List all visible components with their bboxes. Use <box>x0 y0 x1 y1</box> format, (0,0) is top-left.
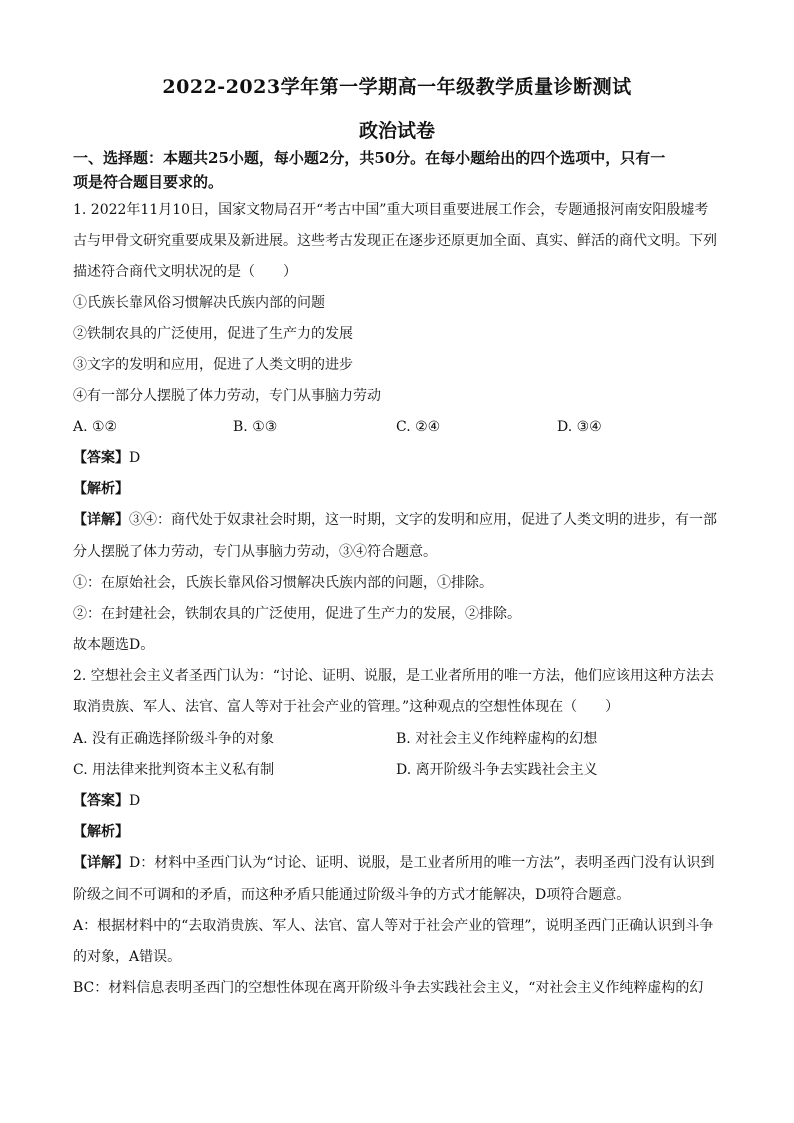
answer-tag: 【答案】 <box>73 450 129 466</box>
q1-option-b: B. ①③ <box>233 419 278 435</box>
q2-stem-line-2: 取消贵族、军人、法官、富人等对于社会产业的管理。”这种观点的空想性体现在（ ） <box>73 699 620 715</box>
q2-detail-line-5: BC：材料信息表明圣西门的空想性体现在离开阶级斗争去实践社会主义，“对社会主义作纯粹虚构的幻 <box>73 980 704 996</box>
q1-option-c: C. ②④ <box>396 419 441 435</box>
q1-item-3: ③文字的发明和应用，促进了人类文明的进步 <box>73 357 353 373</box>
q1-detail-line-4: ②：在封建社会，铁制农具的广泛使用，促进了生产力的发展，②排除。 <box>73 606 521 622</box>
q1-analysis-tag <box>73 479 724 499</box>
section-heading-line-1: 一、选择题：本题共25小题，每小题2分，共50分。在每小题给出的四个选项中，只有一 <box>73 149 666 167</box>
q1-option-a: A. ①② <box>73 419 118 435</box>
detail-tag: 【详解】 <box>73 855 129 871</box>
q1-detail-line-1 <box>73 510 724 530</box>
q2-answer <box>73 791 724 811</box>
section-heading-line-2: 项是符合题目要求的。 <box>73 173 224 191</box>
q2-option-d: D. 离开阶级斗争去实践社会主义 <box>396 762 598 778</box>
detail-tag: 【详解】 <box>73 512 129 528</box>
q1-answer <box>73 448 724 468</box>
answer-value: D <box>129 793 141 809</box>
q2-analysis-tag <box>73 822 724 842</box>
detail-text: ③④：商代处于奴隶社会时期，这一时期，文字的发明和应用，促进了人类文明的进步，有一部 <box>129 512 717 528</box>
answer-tag: 【答案】 <box>73 793 129 809</box>
document-title: 2022-2023学年第一学期高一年级教学质量诊断测试 <box>162 76 632 98</box>
q2-stem-line-1: 2. 空想社会主义者圣西门认为：“讨论、证明、说服，是工业者所用的唯一方法，他们应该用这种方法去 <box>73 668 714 684</box>
q1-stem-line-3: 描述符合商代文明状况的是（ ） <box>73 264 297 280</box>
analysis-tag: 【解析】 <box>73 481 129 497</box>
analysis-tag: 【解析】 <box>73 824 129 840</box>
q2-detail-line-2: 阶级之间不可调和的矛盾，而这种矛盾只能通过阶级斗争的方式才能解决，D项符合题意。 <box>73 887 631 903</box>
q2-detail-line-4: 的对象，A错误。 <box>73 949 182 965</box>
q2-option-b: B. 对社会主义作纯粹虚构的幻想 <box>396 731 598 747</box>
document-subtitle: 政治试卷 <box>358 120 435 142</box>
q2-detail-line-1 <box>73 853 724 873</box>
q1-item-1: ①氏族长靠风俗习惯解决氏族内部的问题 <box>73 295 325 311</box>
detail-text: D：材料中圣西门认为“讨论、证明、说服，是工业者所用的唯一方法”，表明圣西门没有认识到 <box>129 855 715 871</box>
q2-option-a: A. 没有正确选择阶级斗争的对象 <box>73 731 275 747</box>
answer-value: D <box>129 450 141 466</box>
q1-stem-line-1: 1. 2022年11月10日，国家文物局召开“考古中国”重大项目重要进展工作会，专题通报河南安阳殷墟考 <box>73 202 709 218</box>
q1-stem-line-2: 古与甲骨文研究重要成果及新进展。这些考古发现正在逐步还原更加全面、真实、鲜活的商代文明。下列 <box>73 233 717 249</box>
q2-option-c: C. 用法律来批判资本主义私有制 <box>73 762 275 778</box>
q1-option-d: D. ③④ <box>557 419 602 435</box>
q1-item-4: ④有一部分人摆脱了体力劳动，专门从事脑力劳动 <box>73 388 381 404</box>
q1-item-2: ②铁制农具的广泛使用，促进了生产力的发展 <box>73 326 353 342</box>
q1-detail-line-3: ①：在原始社会，氏族长靠风俗习惯解决氏族内部的问题，①排除。 <box>73 575 493 591</box>
q2-detail-line-3: A：根据材料中的“去取消贵族、军人、法官、富人等对于社会产业的管理”，说明圣西门正确认识到斗争 <box>73 918 714 934</box>
q1-detail-line-2: 分人摆脱了体力劳动，专门从事脑力劳动，③④符合题意。 <box>73 544 437 560</box>
q1-detail-line-5: 故本题选D。 <box>73 637 155 653</box>
